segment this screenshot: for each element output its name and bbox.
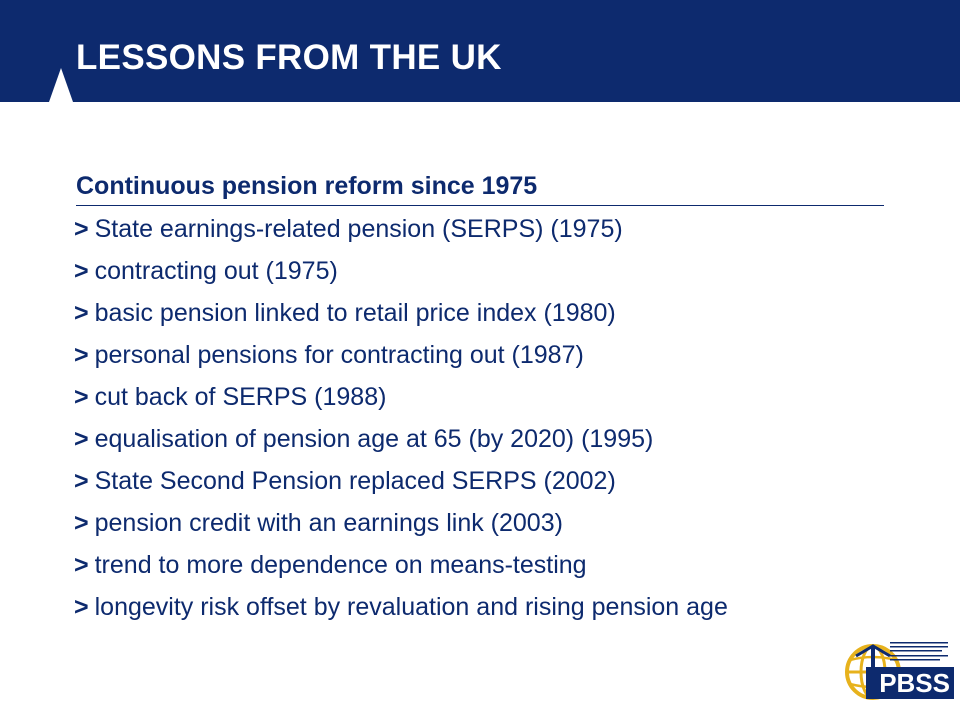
bullet-marker: > <box>74 551 89 579</box>
bullet-marker: > <box>74 509 89 537</box>
bullet-marker: > <box>74 593 89 621</box>
bullet-text: personal pensions for contracting out (1987) <box>94 341 584 369</box>
slide-title: LESSONS FROM THE UK <box>76 38 502 77</box>
bullet-marker: > <box>74 299 89 327</box>
bullet-list <box>74 208 934 628</box>
bullet-item <box>74 376 934 418</box>
bullet-marker: > <box>74 425 89 453</box>
bullet-item <box>74 418 934 460</box>
bullet-text: pension credit with an earnings link (2003) <box>94 509 563 537</box>
bullet-text: equalisation of pension age at 65 (by 2020) (1995) <box>94 425 654 453</box>
bullet-marker: > <box>74 257 89 285</box>
bullet-marker: > <box>74 215 89 243</box>
bullet-item <box>74 250 934 292</box>
bullet-text: longevity risk offset by revaluation and rising pension age <box>94 593 728 621</box>
bullet-marker: > <box>74 467 89 495</box>
bullet-text: State Second Pension replaced SERPS (2002) <box>94 467 616 495</box>
logo-caption-lines <box>890 642 948 661</box>
bullet-text: contracting out (1975) <box>94 257 338 285</box>
bullet-marker: > <box>74 341 89 369</box>
section-heading: Continuous pension reform since 1975 <box>76 172 884 206</box>
bullet-item <box>74 544 934 586</box>
bullet-item <box>74 292 934 334</box>
bullet-marker: > <box>74 383 89 411</box>
bullet-text: State earnings-related pension (SERPS) (1975) <box>94 215 623 243</box>
bullet-text: trend to more dependence on means-testing <box>94 551 587 579</box>
header-notch <box>49 68 73 102</box>
logo-badge: PBSS <box>866 667 954 699</box>
bullet-item <box>74 334 934 376</box>
bullet-text: basic pension linked to retail price index (1980) <box>94 299 616 327</box>
bullet-item <box>74 208 934 250</box>
bullet-item <box>74 502 934 544</box>
bullet-text: cut back of SERPS (1988) <box>94 383 387 411</box>
bullet-item <box>74 586 934 628</box>
bullet-item <box>74 460 934 502</box>
